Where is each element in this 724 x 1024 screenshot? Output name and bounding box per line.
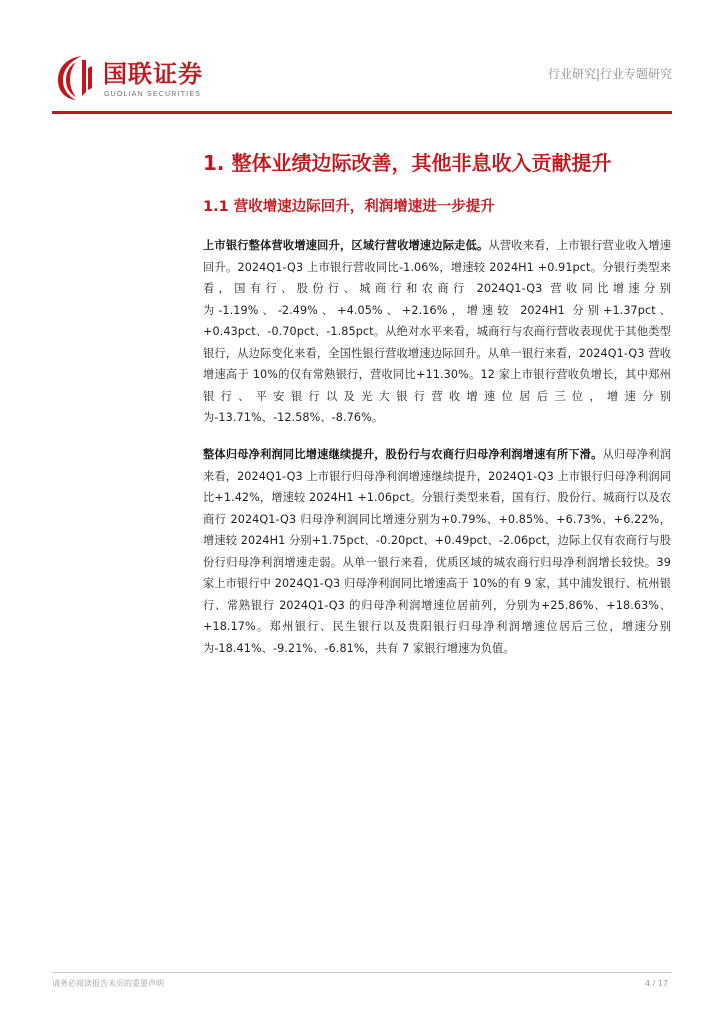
brand-name-english: GUOLIAN SECURITIES [104,91,202,98]
footer-disclaimer: 请务必阅读报告末页的重要声明 [52,979,164,988]
paragraph-text: 从营收来看，上市银行营业收入增速回升。2024Q1-Q3 上市银行营收同比-1.06%，增速较 2024H1 +0.91pct。分银行类型来看，国有行、股份行、城商行和农商行 2024Q1-Q3 营收同比增速分别为-1.19%、-2.49%、+4.05%、+2.16%，增速较 2024H1 分别+1.37pct、+0.43pct、-0.70pct、-1.85pct。从绝对水平来看，城商行与农商行营收表现优于其他类型银行，从边际变化来看，全国性银行营收增速边际回升。从单一银行来看，2024Q1-Q3 营收增速高于 10%的仅有常熟银行，营收同比+11.30%。12 家上市银行营收负增长，其中郑州银行、平安银行以及光大银行营收增速位居后三位，增速分别为-13.71%、-12.58%、-8.76%。 [203,239,671,424]
page-number: 4 / 17 [644,979,668,988]
body-paragraph [203,444,671,659]
paragraph-text: 从归母净利润来看，2024Q1-Q3 上市银行归母净利润增速继续提升，2024Q1-Q3 上市银行归母净利润同比+1.42%，增速较 2024H1 +1.06pct。分银行类型来看，国有行、股份行、城商行以及农商行 2024Q1-Q3 归母净利润同比增速分别为+0.79%、+0.85%、+6.73%、+6.22%，增速较 2024H1 分别+1.75pct、-0.20pct、+0.49pct、-2.06pct，边际上仅有农商行与股份行归母净利润增速走弱。从单一银行来看，优质区域的城农商行归母净利润增长较快。39 家上市银行中 2024Q1-Q3 归母净利润同比增速高于 10%的有 9 家，其中浦发银行、杭州银行、常熟银行 2024Q1-Q3 的归母净利润增速位居前列，分别为+25.86%、+18.63%、+18.17%。郑州银行、民生银行以及贵阳银行归母净利润增速位居后三位，增速分别为-18.41%、-9.21%、-6.81%，共有 7 家银行增速为负值。 [203,448,671,655]
footer-divider [52,972,672,973]
section-title: 1. 整体业绩边际改善，其他非息收入贡献提升 [203,151,612,175]
report-category: 行业研究|行业专题研究 [547,67,672,81]
guolian-logo-icon [52,52,96,102]
body-paragraph [203,235,671,429]
section-subtitle: 1.1 营收增速边际回升，利润增速进一步提升 [203,199,495,215]
brand-name: 国联证券 [103,60,203,88]
paragraph-lead: 整体归母净利润同比增速继续提升，股份行与农商行归母净利润增速有所下滑。 [203,448,603,461]
header-divider [52,111,672,114]
paragraph-lead: 上市银行整体营收增速回升，区域行营收增速边际走低。 [203,239,489,252]
